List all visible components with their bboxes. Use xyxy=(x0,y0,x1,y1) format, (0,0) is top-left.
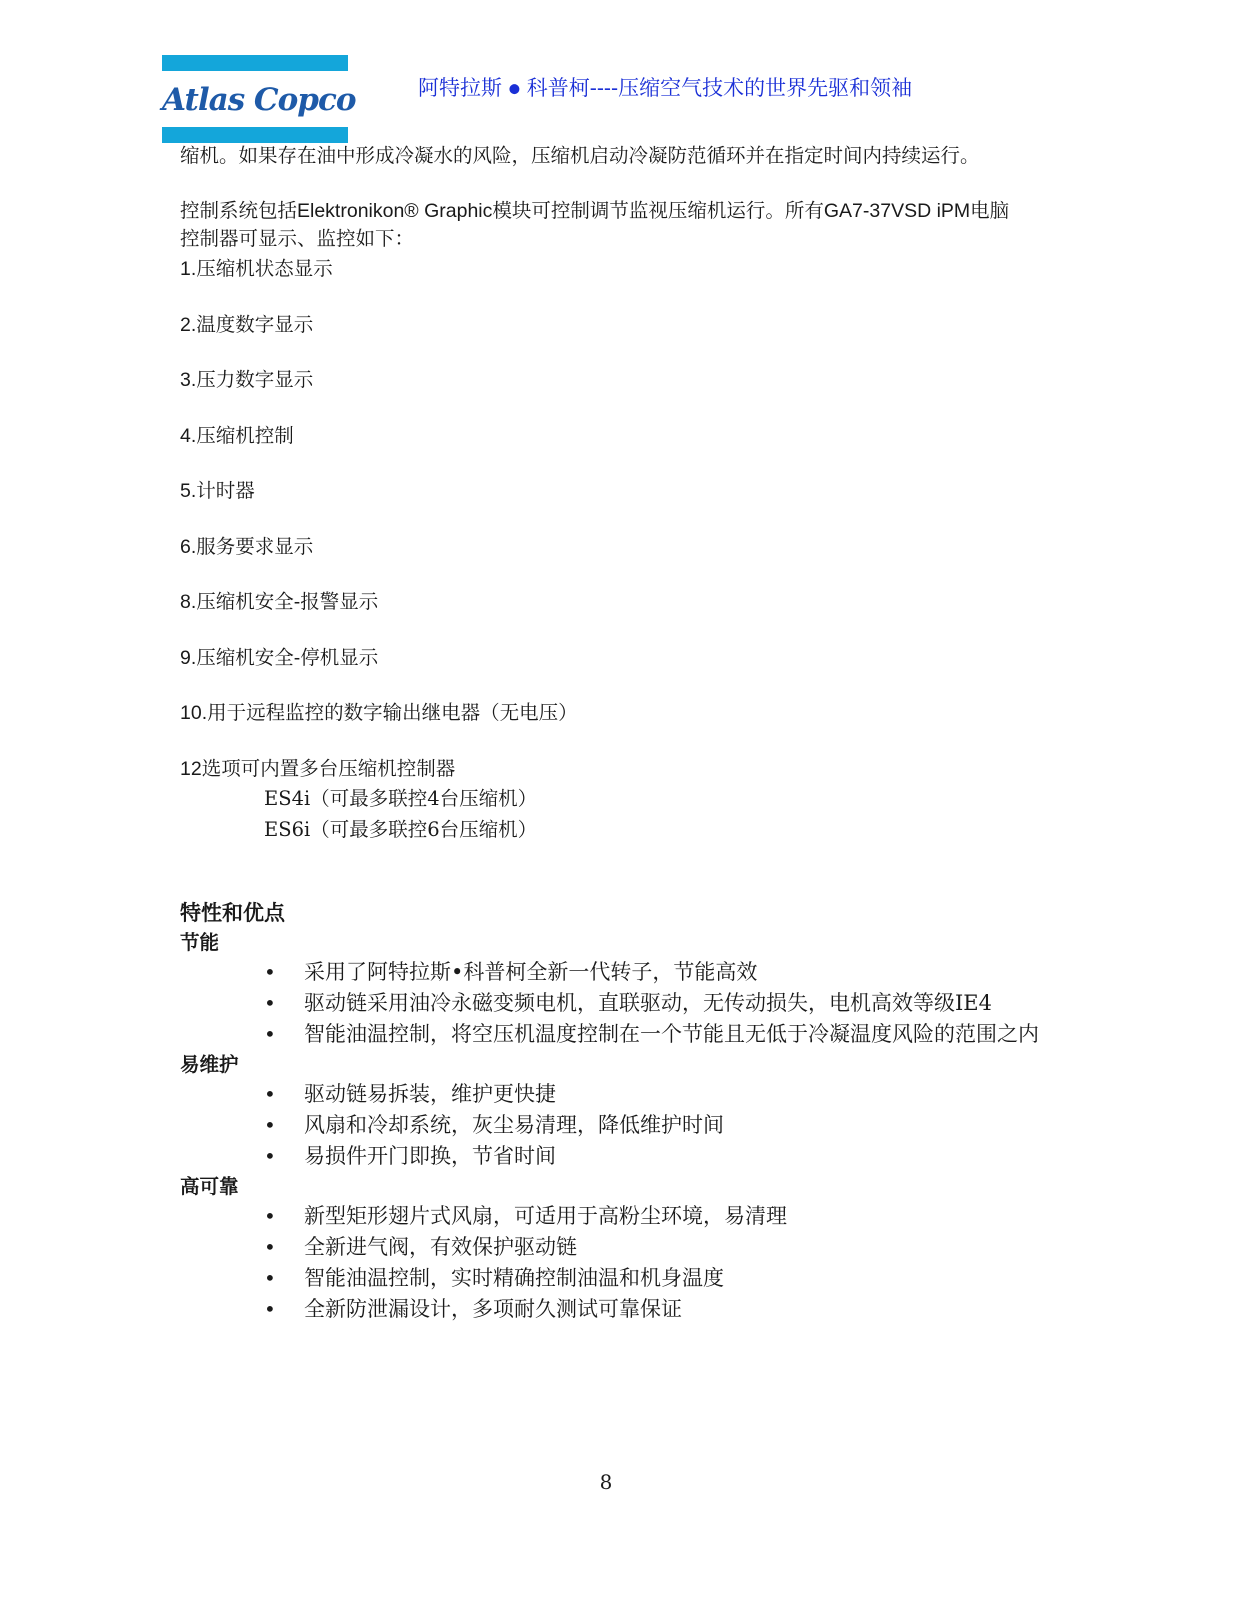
intro-continuation-paragraph: 缩机。如果存在油中形成冷凝水的风险，压缩机启动冷凝防范循环并在指定时间内持续运行。 xyxy=(180,144,980,167)
header-title xyxy=(418,72,912,106)
function-item: 1.压缩机状态显示 xyxy=(180,258,333,280)
feature-item: • 新型矩形翅片式风扇，可适用于高粉尘环境，易清理 xyxy=(180,1201,1040,1232)
logo-bottom-bar xyxy=(162,127,348,143)
header-title-company: 阿特拉斯 xyxy=(418,76,502,100)
header-title-tagline: 科普柯----压缩空气技术的世界先驱和领袖 xyxy=(526,76,913,100)
feature-item: • 智能油温控制，将空压机温度控制在一个节能且无低于冷凝温度风险的范围之内 xyxy=(180,1019,1040,1050)
control-system-paragraph: 控制系统包括Elektronikon® Graphic模块可控制调节监视压缩机运行。所有GA7-37VSD iPM电脑控制器可显示、监控如下： xyxy=(180,200,1010,250)
feature-item: • 智能油温控制，实时精确控制油温和机身温度 xyxy=(180,1263,1040,1294)
bullet-icon: • xyxy=(264,1112,276,1137)
atlas-copco-logo xyxy=(162,55,356,143)
feature-group-heading: 节能 xyxy=(180,930,220,954)
function-item: 2.温度数字显示 xyxy=(180,313,314,336)
feature-item: • 驱动链易拆装，维护更快捷 xyxy=(180,1079,1040,1110)
feature-list-energy xyxy=(180,957,1040,1050)
function-item: 9.压缩机安全-停机显示 xyxy=(180,646,379,669)
function-item: 8.压缩机安全-报警显示 xyxy=(180,591,379,613)
bullet-icon: • xyxy=(264,1203,276,1228)
function-item: 6.服务要求显示 xyxy=(180,535,314,558)
bullet-icon: • xyxy=(264,1296,276,1321)
bullet-icon: • xyxy=(264,1265,276,1290)
option-item-es4i: ES4i（可最多联控4台压缩机） xyxy=(264,786,538,810)
bullet-icon: • xyxy=(264,990,276,1015)
feature-item: • 易损件开门即换，节省时间 xyxy=(180,1141,1040,1172)
feature-list-maintenance xyxy=(180,1079,1040,1172)
header-title-separator: ● xyxy=(508,81,521,97)
page-number: 8 xyxy=(599,1470,613,1494)
feature-item: • 采用了阿特拉斯•科普柯全新一代转子，节能高效 xyxy=(180,957,1040,988)
option-item-es6i: ES6i（可最多联控6台压缩机） xyxy=(264,817,538,841)
feature-group-heading: 易维护 xyxy=(180,1052,239,1076)
logo-top-bar xyxy=(162,55,348,71)
logo-wordmark: Atlas Copco xyxy=(162,82,356,118)
option-title: 12选项可内置多台压缩机控制器 xyxy=(180,757,456,780)
feature-item: • 全新进气阀，有效保护驱动链 xyxy=(180,1232,1040,1263)
feature-item: • 驱动链采用油冷永磁变频电机，直联驱动，无传动损失，电机高效等级IE4 xyxy=(180,988,1040,1019)
bullet-icon: • xyxy=(264,1143,276,1168)
feature-item: • 全新防泄漏设计，多项耐久测试可靠保证 xyxy=(180,1294,1040,1325)
function-item: 5.计时器 xyxy=(180,480,255,502)
bullet-icon: • xyxy=(264,959,276,984)
function-item: 4.压缩机控制 xyxy=(180,424,294,447)
bullet-icon: • xyxy=(264,1234,276,1259)
features-title: 特性和优点 xyxy=(180,900,285,925)
feature-group-heading: 高可靠 xyxy=(180,1174,239,1198)
bullet-icon: • xyxy=(264,1021,276,1046)
feature-item: • 风扇和冷却系统，灰尘易清理，降低维护时间 xyxy=(180,1110,1040,1141)
feature-list-reliability xyxy=(180,1201,1040,1325)
function-item: 3.压力数字显示 xyxy=(180,369,314,391)
page-content xyxy=(180,142,1040,1325)
function-list xyxy=(180,255,1040,783)
bullet-icon: • xyxy=(264,1081,276,1106)
function-item: 10.用于远程监控的数字输出继电器（无电压） xyxy=(180,702,578,724)
